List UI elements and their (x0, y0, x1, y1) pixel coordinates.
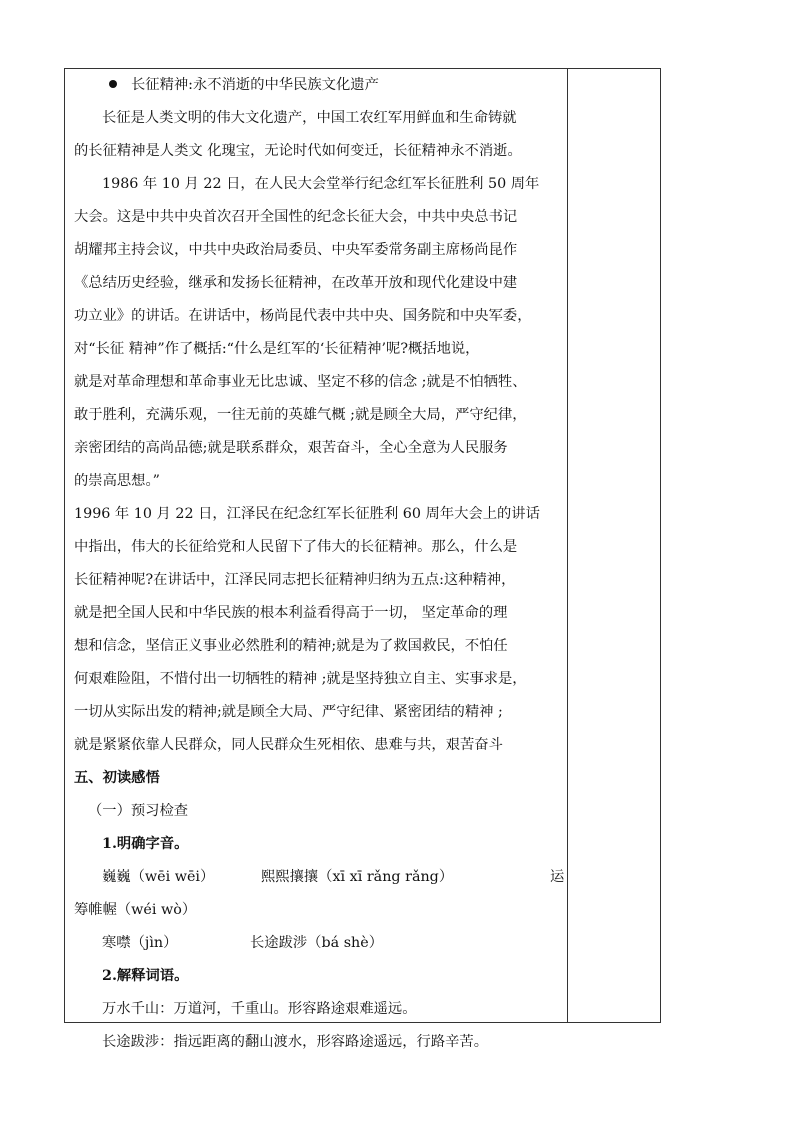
paragraph-line: 功立业》的讲话。在讲话中，杨尚昆代表中共中央、国务院和中央军委， (74, 308, 532, 324)
paragraph-line: 就是紧紧依靠人民群众，同人民群众生死相依、患难与共，艰苦奋斗 (74, 737, 503, 753)
paragraph-line: 中指出，伟大的长征给党和人民留下了伟大的长征精神。那么，什么是 (74, 539, 518, 555)
paragraph-line: 1986 年 10 月 22 日，在人民大会堂举行纪念红军长征胜利 50 周年 (102, 176, 540, 192)
section-five-title: 五、初读感悟 (74, 770, 160, 786)
paragraph-line: 胡耀邦主持会议，中共中央政治局委员、中央军委常务副主席杨尚昆作 (74, 242, 518, 258)
definition-line: 长途跋涉：指远距离的翻山渡水，形容路途遥远，行路辛苦。 (102, 1034, 489, 1050)
paragraph-line: 长征是人类文明的伟大文化遗产，中国工农红军用鲜血和生命铸就 (102, 110, 517, 126)
paragraph-line: 《总结历史经验，继承和发扬长征精神，在改革开放和现代化建设中建 (74, 275, 518, 291)
paragraph-line: 敢于胜利，充满乐观，一往无前的英雄气概 ;就是顾全大局，严守纪律， (74, 407, 527, 423)
pinyin-entry: 长途跋涉（bá shè） (250, 935, 384, 951)
bullet-icon (109, 80, 117, 88)
section-heading: 长征精神:永不消逝的中华民族文化遗产 (131, 77, 379, 93)
heading-line (109, 75, 379, 95)
pinyin-entry: 熙熙攘攘（xī xī rǎng rǎng） (261, 869, 454, 885)
paragraph-line: 1996 年 10 月 22 日，江泽民在纪念红军长征胜利 60 周年大会上的讲话 (74, 506, 540, 522)
paragraph-line: 何艰难险阻，不惜付出一切牺牲的精神 ;就是坚持独立自主、实事求是， (74, 671, 527, 687)
pinyin-entry: 寒噤（jìn） (102, 935, 178, 951)
paragraph-line: 大会。这是中共中央首次召开全国性的纪念长征大会，中共中央总书记 (74, 209, 518, 225)
paragraph-line: 的崇高思想。” (74, 473, 160, 489)
definition-line: 万水千山：万道河，千重山。形容路途艰难遥远。 (102, 1001, 417, 1017)
pinyin-entry: 筹帷幄（wéi wò） (74, 902, 197, 918)
paragraph-line: 长征精神呢?在讲话中，江泽民同志把长征精神归纳为五点:这种精神， (74, 572, 516, 588)
paragraph-line: 一切从实际出发的精神;就是顾全大局、严守纪律、紧密团结的精神 ; (74, 704, 503, 720)
pinyin-entry: 运 (550, 869, 565, 885)
paragraph-line: 就是把全国人民和中华民族的根本利益看得高于一切， 坚定革命的理 (74, 605, 508, 621)
paragraph-line: 就是对革命理想和革命事业无比忠诚、坚定不移的信念 ;就是不怕牺牲、 (74, 374, 527, 390)
item-title: 1.明确字音。 (102, 836, 189, 852)
paragraph-line: 想和信念，坚信正义事业必然胜利的精神;就是为了救国救民，不怕任 (74, 638, 508, 654)
paragraph-line: 亲密团结的高尚品德;就是联系群众，艰苦奋斗，全心全意为人民服务 (74, 440, 508, 456)
pinyin-entry: 巍巍（wēi wēi） (102, 869, 215, 885)
paragraph-line: 的长征精神是人类文 化瑰宝，无论时代如何变迁，长征精神永不消逝。 (74, 143, 522, 159)
table-column-divider (567, 68, 568, 1023)
subsection-title: （一）预习检查 (88, 803, 189, 819)
paragraph-line: 对“长征 精神”作了概括:“什么是红军的‘长征精神’呢?概括地说， (74, 341, 480, 357)
item-title: 2.解释词语。 (102, 968, 189, 984)
